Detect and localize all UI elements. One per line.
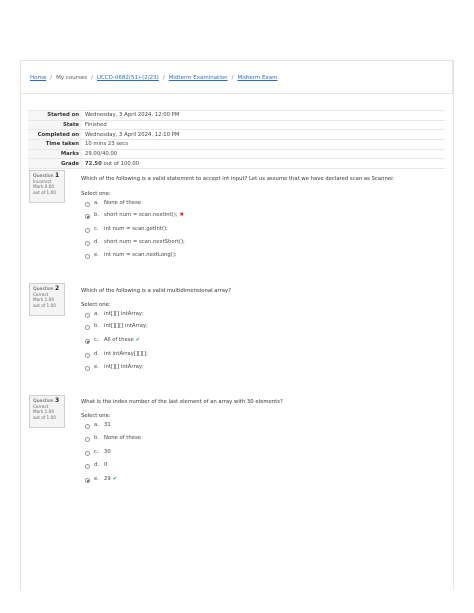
correct-icon: ✔ <box>112 476 118 482</box>
radio-button[interactable] <box>85 451 90 456</box>
question-mark: Mark 0.00 out of 1.00 <box>33 184 56 195</box>
question-status: Incorrect <box>33 179 52 185</box>
summary-label: Marks <box>28 149 82 159</box>
radio-button[interactable] <box>85 437 90 442</box>
breadcrumb-home-link[interactable]: Home <box>30 75 47 81</box>
summary-row-started <box>28 111 445 121</box>
radio-button[interactable] <box>85 353 90 358</box>
summary-label: Time taken <box>28 140 82 150</box>
summary-value: Finished <box>82 120 445 130</box>
question-text: What is the index number of the last element of an array with 30 elements? <box>81 399 283 405</box>
question-number: Question 3 <box>33 397 60 404</box>
question-number: Question 2 <box>33 285 60 292</box>
summary-label: Grade <box>28 159 82 169</box>
question-status: Correct <box>33 404 49 410</box>
question-text: Which of the following is a valid multidimensional array? <box>81 288 231 294</box>
summary-value: 10 mins 23 secs <box>82 140 445 150</box>
question-status: Correct <box>33 292 49 298</box>
summary-value: Wednesday, 3 April 2024, 12:10 PM <box>82 130 445 140</box>
radio-button[interactable] <box>85 366 90 371</box>
breadcrumb-exam-link[interactable]: Midterm Exam <box>237 75 278 81</box>
radio-button[interactable] <box>85 313 90 318</box>
correct-icon: ✔ <box>135 337 141 343</box>
summary-row-state <box>28 120 445 130</box>
radio-button[interactable] <box>85 424 90 429</box>
breadcrumb-my-courses: My courses <box>56 75 88 81</box>
radio-button[interactable] <box>85 325 90 330</box>
summary-value: Wednesday, 3 April 2024, 12:00 PM <box>82 111 445 121</box>
summary-row-completed <box>28 130 445 140</box>
radio-button[interactable] <box>85 254 90 259</box>
select-one-label: Select one: <box>81 191 111 197</box>
grade-out-of: out of 100.00 <box>101 160 140 167</box>
incorrect-icon: ✖ <box>179 212 185 218</box>
radio-button[interactable] <box>85 228 90 233</box>
question-mark: Mark 1.00 out of 1.00 <box>33 297 56 308</box>
radio-button[interactable] <box>85 241 90 246</box>
radio-button-selected[interactable] <box>85 214 90 219</box>
summary-row-time-taken <box>28 140 445 150</box>
page-border-right <box>453 60 454 590</box>
question-text: Which of the following is a valid statement to accept int input? Let us assume that we have declared scan as Scanner. <box>81 176 395 182</box>
page-border-left <box>20 60 21 590</box>
select-one-label: Select one: <box>81 413 111 419</box>
question-info-box <box>29 283 65 316</box>
summary-value <box>82 159 445 169</box>
question-info-box <box>29 170 65 203</box>
grade-value: 72.50 <box>85 160 102 167</box>
summary-label: Started on <box>28 111 82 121</box>
question-number: Question 1 <box>33 172 60 179</box>
radio-button-selected[interactable] <box>85 478 90 483</box>
summary-row-grade <box>28 159 445 169</box>
attempt-summary-table <box>28 110 445 169</box>
radio-button[interactable] <box>85 202 90 207</box>
question-mark: Mark 1.00 out of 1.00 <box>33 409 56 420</box>
breadcrumb-section-link[interactable]: Midterm Examination <box>168 75 228 81</box>
breadcrumb-course-link[interactable]: UCCD-0682(51)-(2/23) <box>96 75 159 81</box>
breadcrumb: Home / My courses / UCCD-0682(51)-(2/23) / Midterm Examination / Midterm Exam <box>30 75 278 81</box>
select-one-label: Select one: <box>81 302 111 308</box>
radio-button[interactable] <box>85 464 90 469</box>
summary-label: Completed on <box>28 130 82 140</box>
summary-label: State <box>28 120 82 130</box>
summary-row-marks <box>28 149 445 159</box>
summary-value: 29.00/40.00 <box>82 149 445 159</box>
radio-button-selected[interactable] <box>85 339 90 344</box>
question-info-box <box>29 395 65 428</box>
